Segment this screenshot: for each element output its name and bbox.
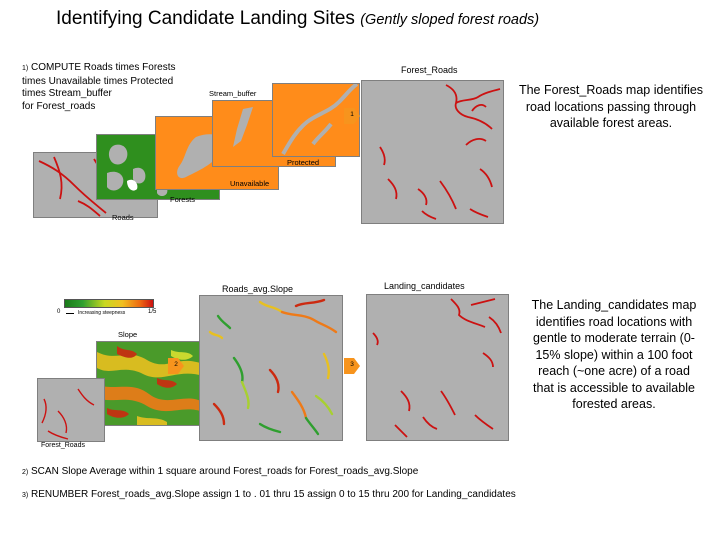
label-forest-roads-top: Forest_Roads: [401, 65, 458, 75]
page-title: [56, 8, 539, 30]
landing-candidates-map-graphic: [367, 295, 508, 440]
forest-roads-small-map-graphic: [38, 379, 104, 441]
step-line: times Unavailable times Protected: [22, 75, 174, 87]
badge-number: 1: [350, 111, 354, 118]
forest-roads-description: The Forest_Roads map identifies road locations passing through available forest areas.: [518, 83, 704, 130]
roads-avg-slope-map: [199, 295, 343, 441]
legend-min-label: 0: [57, 309, 61, 315]
step-badge-2: [168, 358, 184, 374]
label-protected: Protected: [287, 158, 320, 167]
badge-number: 3: [350, 361, 354, 368]
label-forests: Forests: [170, 195, 196, 204]
step-line: times Stream_buffer: [22, 88, 112, 99]
step-badge-3: [344, 358, 360, 374]
label-landing-candidates: Landing_candidates: [384, 281, 465, 291]
label-roads-avg-slope: Roads_avg.Slope: [222, 284, 294, 294]
step-line: COMPUTE Roads times Forests: [31, 62, 176, 73]
step-text: RENUMBER Forest_roads_avg.Slope assign 1 to . 01 thru 15 assign 0 to 15 thru 200 for Landing_candidates: [31, 489, 516, 500]
slope-map-graphic: [97, 342, 203, 425]
roads-avg-slope-map-graphic: [200, 296, 342, 440]
step-text: SCAN Slope Average within 1 square around Forest_roads for Forest_roads_avg.Slope: [31, 466, 419, 477]
label-slope: Slope: [118, 330, 138, 339]
legend-max-label: 1/5: [148, 309, 157, 315]
title-sub: (Gently sloped forest roads): [360, 12, 540, 28]
badge-number: 2: [174, 361, 178, 368]
forest-roads-result-map: [361, 80, 504, 224]
landing-candidates-description: The Landing_candidates map identifies road locations with gentle to moderate terrain (0-15% slope) within a 100 foot reach (~one acre) of a road that is accessible to available forested areas.: [531, 298, 697, 411]
step-number: 3): [22, 492, 29, 499]
label-unavailable: Unavailable: [230, 179, 270, 188]
step-badge-1: [344, 108, 360, 124]
step-3: [22, 489, 516, 503]
legend-arrow-line: [66, 313, 74, 314]
step-2: [22, 466, 418, 480]
title-main: Identifying Candidate Landing Sites: [56, 8, 355, 29]
step-number: 1): [22, 65, 29, 72]
step-number: 2): [22, 469, 29, 476]
slope-map: [96, 341, 204, 426]
forest-roads-result-map-graphic: [362, 81, 503, 223]
slope-legend-bar: [64, 299, 154, 308]
landing-candidates-map: [366, 294, 509, 441]
label-forest-roads-bottom: Forest_Roads: [41, 442, 85, 449]
forest-roads-small-map: [37, 378, 105, 442]
legend-text: Increasing steepness: [78, 310, 126, 316]
step-line: for Forest_roads: [22, 100, 96, 112]
label-stream-buffer: Stream_buffer: [209, 89, 257, 98]
step-1: [22, 62, 192, 113]
label-roads: Roads: [112, 213, 134, 222]
